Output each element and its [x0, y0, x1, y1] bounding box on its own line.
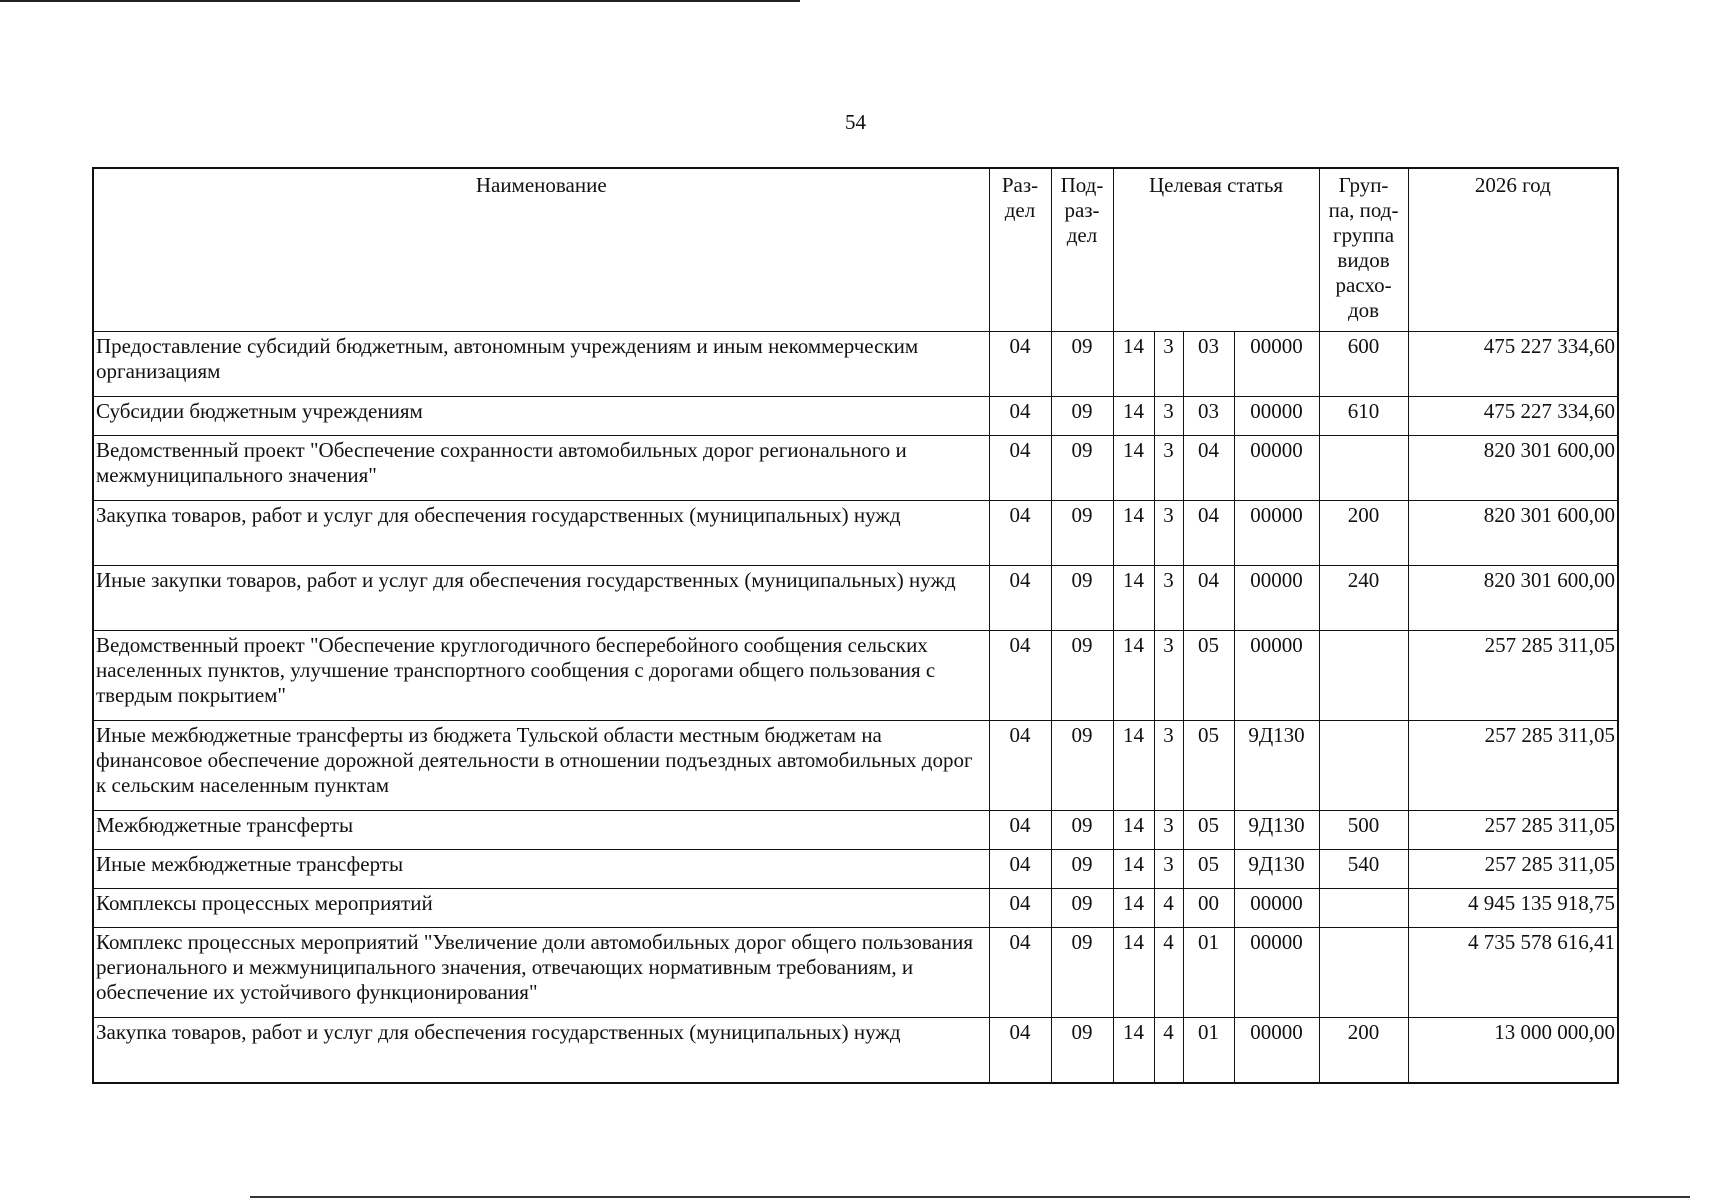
table-row — [93, 928, 1618, 1018]
row-target-direction: 00000 — [1234, 566, 1319, 631]
row-expense-group: 200 — [1319, 1018, 1408, 1083]
row-podrazdel: 09 — [1051, 889, 1113, 928]
row-target-direction: 00000 — [1234, 332, 1319, 397]
row-target-element: 01 — [1183, 928, 1234, 1018]
row-target-type: 3 — [1154, 811, 1183, 850]
row-amount: 257 285 311,05 — [1408, 631, 1618, 721]
row-name: Комплекс процессных мероприятий "Увеличение доли автомобильных дорог общего пользования регионального и межмуниципального значения, отвечающих нормативным требованиям, и обеспечение их устойчивого функционирования" — [93, 928, 989, 1018]
row-expense-group: 610 — [1319, 397, 1408, 436]
row-target-type: 3 — [1154, 501, 1183, 566]
table-row — [93, 721, 1618, 811]
row-podrazdel: 09 — [1051, 1018, 1113, 1083]
row-expense-group — [1319, 928, 1408, 1018]
row-target-type: 3 — [1154, 631, 1183, 721]
row-razdel: 04 — [989, 397, 1051, 436]
table-row — [93, 1018, 1618, 1083]
row-name: Ведомственный проект "Обеспечение сохранности автомобильных дорог регионального и межмуниципального значения" — [93, 436, 989, 501]
row-target-direction: 00000 — [1234, 436, 1319, 501]
row-expense-group — [1319, 436, 1408, 501]
table-row — [93, 850, 1618, 889]
row-amount: 820 301 600,00 — [1408, 501, 1618, 566]
row-target-program: 14 — [1113, 1018, 1154, 1083]
row-podrazdel: 09 — [1051, 566, 1113, 631]
table-row — [93, 811, 1618, 850]
page-number: 54 — [845, 110, 866, 134]
row-podrazdel: 09 — [1051, 501, 1113, 566]
row-target-program: 14 — [1113, 501, 1154, 566]
row-expense-group: 500 — [1319, 811, 1408, 850]
table-row — [93, 436, 1618, 501]
row-target-type: 3 — [1154, 721, 1183, 811]
row-podrazdel: 09 — [1051, 397, 1113, 436]
row-name: Ведомственный проект "Обеспечение круглогодичного бесперебойного сообщения сельских населенных пунктов, улучшение транспортного сообщения с дорогами общего пользования с твердым покрытием" — [93, 631, 989, 721]
row-target-type: 4 — [1154, 1018, 1183, 1083]
row-podrazdel: 09 — [1051, 811, 1113, 850]
row-target-program: 14 — [1113, 436, 1154, 501]
row-target-direction: 9Д130 — [1234, 721, 1319, 811]
row-name: Субсидии бюджетным учреждениям — [93, 397, 989, 436]
row-podrazdel: 09 — [1051, 928, 1113, 1018]
row-amount: 13 000 000,00 — [1408, 1018, 1618, 1083]
row-amount: 475 227 334,60 — [1408, 332, 1618, 397]
row-razdel: 04 — [989, 928, 1051, 1018]
row-name: Иные межбюджетные трансферты — [93, 850, 989, 889]
row-amount: 257 285 311,05 — [1408, 721, 1618, 811]
row-target-program: 14 — [1113, 850, 1154, 889]
scan-edge-bottom — [250, 1196, 1690, 1198]
header-expense-group-text: Груп- па, под- группа видов расхо- дов — [1328, 173, 1399, 322]
row-razdel: 04 — [989, 332, 1051, 397]
row-target-direction: 00000 — [1234, 1018, 1319, 1083]
row-target-element: 05 — [1183, 850, 1234, 889]
row-target-program: 14 — [1113, 811, 1154, 850]
row-target-element: 05 — [1183, 811, 1234, 850]
header-row — [93, 168, 1618, 332]
row-razdel: 04 — [989, 631, 1051, 721]
row-podrazdel: 09 — [1051, 850, 1113, 889]
header-expense-group — [1319, 168, 1408, 332]
row-target-program: 14 — [1113, 889, 1154, 928]
row-razdel: 04 — [989, 566, 1051, 631]
row-amount: 257 285 311,05 — [1408, 811, 1618, 850]
row-target-type: 4 — [1154, 889, 1183, 928]
row-razdel: 04 — [989, 721, 1051, 811]
row-name: Иные межбюджетные трансферты из бюджета Тульской области местным бюджетам на финансовое обеспечение дорожной деятельности в отношении подъездных автомобильных дорог к сельским населенным пунктам — [93, 721, 989, 811]
row-target-type: 3 — [1154, 566, 1183, 631]
row-razdel: 04 — [989, 850, 1051, 889]
row-target-type: 3 — [1154, 436, 1183, 501]
row-target-element: 04 — [1183, 566, 1234, 631]
table-row — [93, 889, 1618, 928]
header-year: 2026 год — [1408, 168, 1618, 332]
budget-table — [92, 167, 1619, 1084]
row-name: Закупка товаров, работ и услуг для обеспечения государственных (муниципальных) нужд — [93, 1018, 989, 1083]
row-podrazdel: 09 — [1051, 631, 1113, 721]
table-row — [93, 566, 1618, 631]
table-row — [93, 397, 1618, 436]
row-expense-group: 600 — [1319, 332, 1408, 397]
row-target-program: 14 — [1113, 397, 1154, 436]
row-target-element: 05 — [1183, 631, 1234, 721]
row-name: Межбюджетные трансферты — [93, 811, 989, 850]
header-razdel-text: Раз- дел — [1001, 173, 1039, 222]
row-podrazdel: 09 — [1051, 436, 1113, 501]
row-target-program: 14 — [1113, 631, 1154, 721]
row-target-element: 04 — [1183, 436, 1234, 501]
row-expense-group — [1319, 721, 1408, 811]
row-amount: 820 301 600,00 — [1408, 436, 1618, 501]
row-target-type: 3 — [1154, 397, 1183, 436]
header-target-article: Целевая статья — [1113, 168, 1319, 332]
row-target-type: 3 — [1154, 332, 1183, 397]
row-target-element: 03 — [1183, 397, 1234, 436]
row-target-program: 14 — [1113, 566, 1154, 631]
row-target-element: 03 — [1183, 332, 1234, 397]
row-target-direction: 9Д130 — [1234, 811, 1319, 850]
table-row — [93, 631, 1618, 721]
row-razdel: 04 — [989, 436, 1051, 501]
row-target-program: 14 — [1113, 928, 1154, 1018]
row-target-program: 14 — [1113, 721, 1154, 811]
row-target-program: 14 — [1113, 332, 1154, 397]
row-razdel: 04 — [989, 501, 1051, 566]
row-podrazdel: 09 — [1051, 332, 1113, 397]
row-amount: 820 301 600,00 — [1408, 566, 1618, 631]
row-podrazdel: 09 — [1051, 721, 1113, 811]
header-podrazdel — [1051, 168, 1113, 332]
row-target-type: 4 — [1154, 928, 1183, 1018]
row-name: Предоставление субсидий бюджетным, автономным учреждениям и иным некоммерческим организациям — [93, 332, 989, 397]
header-name: Наименование — [93, 168, 989, 332]
header-podrazdel-text: Под- раз- дел — [1060, 173, 1104, 247]
row-target-direction: 9Д130 — [1234, 850, 1319, 889]
header-razdel — [989, 168, 1051, 332]
row-expense-group: 540 — [1319, 850, 1408, 889]
row-target-direction: 00000 — [1234, 501, 1319, 566]
row-amount: 4 945 135 918,75 — [1408, 889, 1618, 928]
row-razdel: 04 — [989, 1018, 1051, 1083]
row-target-direction: 00000 — [1234, 928, 1319, 1018]
row-expense-group: 240 — [1319, 566, 1408, 631]
row-target-element: 05 — [1183, 721, 1234, 811]
row-name: Иные закупки товаров, работ и услуг для обеспечения государственных (муниципальных) нужд — [93, 566, 989, 631]
row-expense-group — [1319, 631, 1408, 721]
row-razdel: 04 — [989, 811, 1051, 850]
row-target-type: 3 — [1154, 850, 1183, 889]
row-target-direction: 00000 — [1234, 631, 1319, 721]
row-name: Комплексы процессных мероприятий — [93, 889, 989, 928]
row-amount: 475 227 334,60 — [1408, 397, 1618, 436]
row-expense-group — [1319, 889, 1408, 928]
row-amount: 4 735 578 616,41 — [1408, 928, 1618, 1018]
row-expense-group: 200 — [1319, 501, 1408, 566]
row-target-element: 01 — [1183, 1018, 1234, 1083]
table-row — [93, 332, 1618, 397]
row-target-direction: 00000 — [1234, 397, 1319, 436]
row-target-element: 00 — [1183, 889, 1234, 928]
row-target-direction: 00000 — [1234, 889, 1319, 928]
row-name: Закупка товаров, работ и услуг для обеспечения государственных (муниципальных) нужд — [93, 501, 989, 566]
table-row — [93, 501, 1618, 566]
row-razdel: 04 — [989, 889, 1051, 928]
scan-edge-top — [0, 0, 800, 2]
row-amount: 257 285 311,05 — [1408, 850, 1618, 889]
row-target-element: 04 — [1183, 501, 1234, 566]
